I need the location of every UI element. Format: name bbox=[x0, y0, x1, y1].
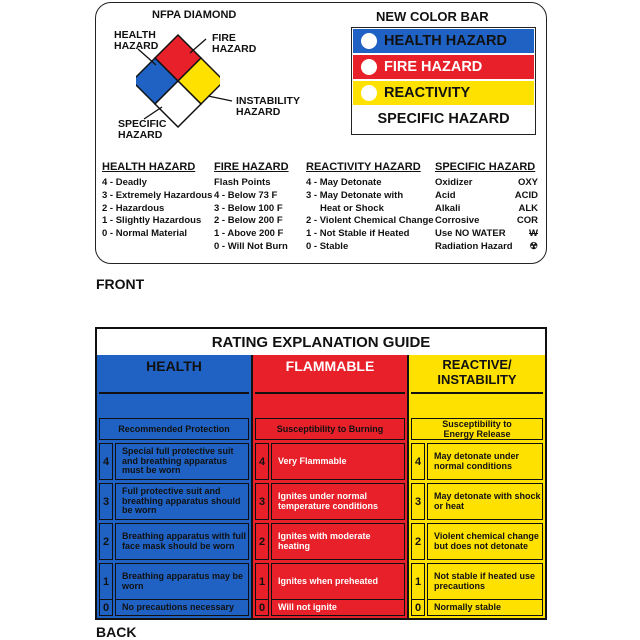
list-item: Use NO WATER W bbox=[435, 228, 538, 240]
list-item: 1 - Not Stable if Heated bbox=[306, 228, 410, 240]
back-card bbox=[95, 327, 547, 620]
white-dot-icon bbox=[361, 59, 377, 75]
color-bar-reactivity-label: REACTIVITY bbox=[384, 85, 471, 101]
flammable-header: FLAMMABLE bbox=[255, 357, 405, 394]
list-item: 0 - Stable bbox=[306, 240, 349, 252]
instability-hazard-label: INSTABILITY HAZARD bbox=[236, 95, 300, 118]
table-row: 3 May detonate with shock or heat bbox=[411, 483, 543, 520]
diamond-title: NFPA DIAMOND bbox=[152, 9, 237, 21]
white-dot-icon bbox=[361, 85, 377, 101]
table-row: 2 Ignites with moderate heating bbox=[255, 523, 405, 560]
color-bar-health-label: HEALTH HAZARD bbox=[384, 33, 507, 49]
list-item: 0 - Normal Material bbox=[102, 228, 187, 240]
list-item: Acid ACID bbox=[435, 189, 538, 201]
health-header: HEALTH bbox=[99, 357, 249, 394]
list-item: 3 - Extremely Hazardous bbox=[102, 189, 213, 201]
list-item: 1 - Slightly Hazardous bbox=[102, 215, 202, 227]
list-item: 3 - Below 100 F bbox=[214, 202, 283, 214]
front-card bbox=[95, 2, 547, 264]
color-bar-fire-label: FIRE HAZARD bbox=[384, 59, 483, 75]
fire-hazard-label: FIRE HAZARD bbox=[212, 32, 257, 55]
list-item: Alkali ALK bbox=[435, 202, 538, 214]
table-row: 2 Breathing apparatus with full face mask should be worn bbox=[99, 523, 249, 560]
table-row: 3 Ignites under normal temperature conditions bbox=[255, 483, 405, 520]
color-bar-reactivity bbox=[353, 81, 534, 105]
table-row: 1 Breathing apparatus may be worn bbox=[99, 563, 249, 600]
list-item: 4 - Below 73 F bbox=[214, 189, 278, 201]
table-row: 0 No precautions necessary bbox=[99, 599, 249, 616]
table-row: 3 Full protective suit and breathing apparatus should be worn bbox=[99, 483, 249, 520]
list-item: 1 - Above 200 F bbox=[214, 228, 284, 240]
radiation-icon: ☢ bbox=[529, 240, 538, 252]
color-bar-specific-label: SPECIFIC HAZARD bbox=[377, 111, 510, 127]
specific-column-title: SPECIFIC HAZARD bbox=[435, 161, 536, 173]
list-item: Flash Points bbox=[214, 177, 271, 188]
specific-hazard-label: SPECIFIC HAZARD bbox=[118, 118, 167, 141]
list-item: 2 - Below 200 F bbox=[214, 215, 283, 227]
list-item: 3 - May Detonate with bbox=[306, 189, 404, 201]
list-item: Corrosive COR bbox=[435, 215, 538, 227]
list-item: Oxidizer OXY bbox=[435, 177, 538, 188]
reactivity-column-title: REACTIVITY HAZARD bbox=[306, 161, 421, 173]
specific-hazard-column bbox=[435, 161, 538, 254]
flammable-subheader: Susceptibility to Burning bbox=[255, 418, 405, 440]
color-bar-health bbox=[353, 29, 534, 53]
table-row: 4 May detonate under normal conditions bbox=[411, 443, 543, 480]
table-row: 0 Will not ignite bbox=[255, 599, 405, 616]
health-column-title: HEALTH HAZARD bbox=[102, 161, 196, 173]
table-row: 0 Normally stable bbox=[411, 599, 543, 616]
list-item: Heat or Shock bbox=[320, 202, 384, 214]
reactivity-hazard-column bbox=[306, 161, 434, 254]
list-item: 4 - May Detonate bbox=[306, 177, 382, 188]
reactive-subheader: Susceptibility to Energy Release bbox=[411, 418, 543, 440]
reactive-header: REACTIVE/ INSTABILITY bbox=[411, 357, 543, 394]
flammable-column bbox=[253, 355, 407, 618]
white-dot-icon bbox=[361, 33, 377, 49]
list-item: 2 - Hazardous bbox=[102, 202, 165, 214]
fire-column-title: FIRE HAZARD bbox=[214, 161, 289, 173]
health-column bbox=[97, 355, 251, 618]
color-bar-fire bbox=[353, 55, 534, 79]
list-item: 0 - Will Not Burn bbox=[214, 240, 288, 252]
list-item: 2 - Violent Chemical Change bbox=[306, 215, 434, 227]
color-bar bbox=[351, 27, 536, 135]
color-bar-specific bbox=[353, 107, 534, 131]
front-label: FRONT bbox=[96, 276, 145, 292]
list-item: Radiation Hazard ☢ bbox=[435, 240, 538, 252]
health-hazard-column bbox=[102, 161, 212, 241]
color-bar-title: NEW COLOR BAR bbox=[376, 9, 489, 24]
back-label: BACK bbox=[96, 624, 137, 640]
table-row: 4 Very Flammable bbox=[255, 443, 405, 480]
table-row: 4 Special full protective suit and breathing apparatus must be worn bbox=[99, 443, 249, 480]
health-hazard-label: HEALTH HAZARD bbox=[114, 29, 159, 52]
list-item: 4 - Deadly bbox=[102, 177, 147, 188]
fire-hazard-column bbox=[214, 161, 289, 254]
guide-title: RATING EXPLANATION GUIDE bbox=[97, 329, 545, 355]
health-subheader: Recommended Protection bbox=[99, 418, 249, 440]
reactive-column bbox=[409, 355, 545, 618]
table-row: 1 Not stable if heated use precautions bbox=[411, 563, 543, 600]
table-row: 2 Violent chemical change but does not detonate bbox=[411, 523, 543, 560]
table-row: 1 Ignites when preheated bbox=[255, 563, 405, 600]
